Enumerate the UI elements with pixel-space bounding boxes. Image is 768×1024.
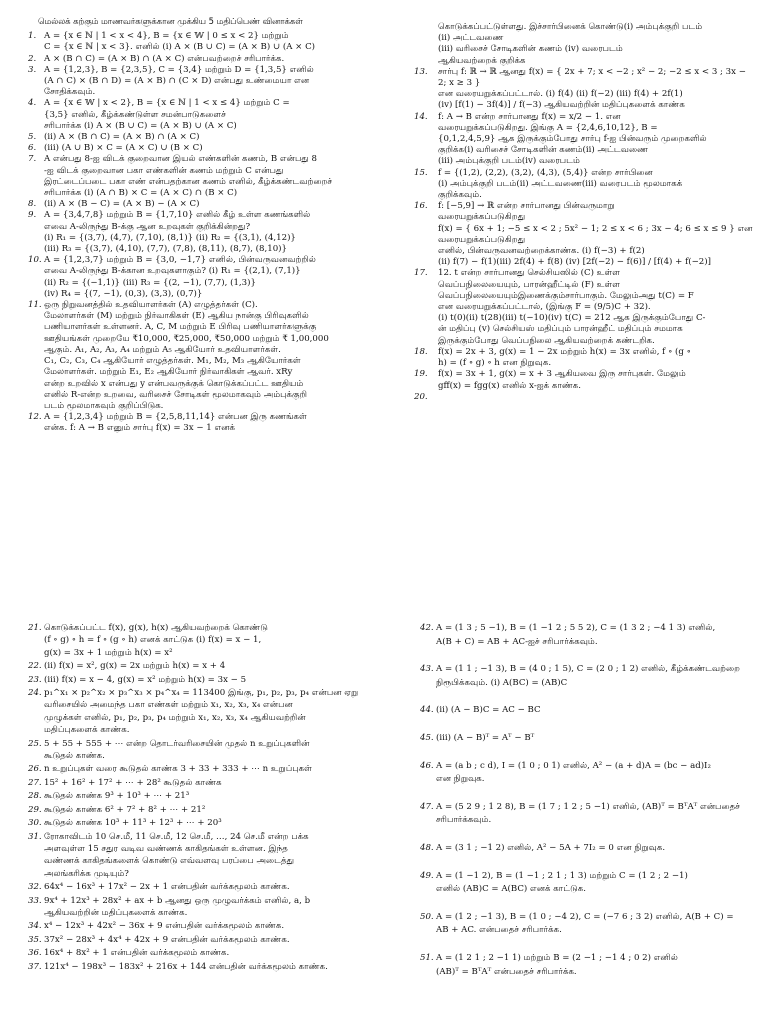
question-text-line: சரிபார்க்கவும். xyxy=(436,815,492,826)
question-text-line: (i) அம்புக்குறி படம்(ii) அட்டவணை(iii) வரைபடம் மூலமாகக் xyxy=(438,178,683,189)
question-item xyxy=(420,663,755,690)
question-text-line: கூடுதல் காண்க. xyxy=(44,751,105,762)
question-text-line: சரிபார்க்க (i) A × (B ∪ C) = (A × B) ∪ (A × C) xyxy=(44,120,237,131)
question-text-line: கூடுதல் காண்க 9³ + 10³ + ⋯ + 21³ xyxy=(44,791,190,802)
question-item xyxy=(420,760,755,787)
question-text-line: A(B + C) = AB + AC-ஐச் சரிபார்க்கவும். xyxy=(436,636,598,647)
question-text-line: அலங்கரிக்க முடியும்? xyxy=(44,868,129,879)
question-text-line: A = (1 1 ; −1 3), B = (4 0 ; 1 5), C = (2 0 ; 1 2) எனில், கீழ்க்கண்டவற்றை xyxy=(436,664,740,675)
question-number: 51. xyxy=(420,952,434,963)
question-text-line: (ii) A × (B ∩ C) = (A × B) ∩ (A × C) xyxy=(44,132,200,143)
question-text-line: A = (1 2 1 ; 2 −1 1) மற்றும் B = (2 −1 ; −1 4 ; 0 2) எனில் xyxy=(436,952,678,963)
question-item xyxy=(28,674,373,686)
question-number: 26. xyxy=(28,764,42,775)
question-item xyxy=(28,132,373,143)
question-number: 49. xyxy=(420,870,434,881)
question-item xyxy=(420,842,755,856)
question-text-line: A என்பது 8-ஐ விடக் குறைவான இயல் எண்களின் கணம், B என்பது 8 xyxy=(44,154,317,165)
question-text-line: ஊதியங்கள் முறையே ₹10,000, ₹25,000, ₹50,000 மற்றும் ₹ 1,00,000 xyxy=(44,333,329,344)
question-text-line: A = (1 −1 2), B = (1 −1 ; 2 1 ; 1 3) மற்றும் C = (1 2 ; 2 −1) xyxy=(436,870,688,881)
question-text-line: n உறுப்புகள் வரை கூடுதல் காண்க 3 + 33 + 333 + ⋯ n உறுப்புகள் xyxy=(44,764,312,775)
question-number: 28. xyxy=(28,791,42,802)
question-text-line: (iv) R₄ = {(7, −1), (0,3), (3,3), (0,7)} xyxy=(44,288,203,299)
question-text-line: p₁^x₁ × p₂^x₂ × p₃^x₃ × p₄^x₄ = 113400 இங்கு, p₁, p₂, p₃, p₄ என்பன ஏறு xyxy=(44,688,359,699)
question-text-line: g(x) = 3x + 1 மற்றும் h(x) = x² xyxy=(44,647,173,658)
question-text-line: 16x⁴ + 8x² + 1 என்பதின் வர்க்கமூலம் காண்க. xyxy=(44,948,230,959)
question-item xyxy=(28,54,373,65)
question-number: 46. xyxy=(420,760,434,771)
question-item xyxy=(28,255,373,300)
question-number: 7. xyxy=(28,154,37,165)
question-number: 33. xyxy=(28,895,42,906)
question-number: 11. xyxy=(28,300,42,311)
question-text-line: x⁴ − 12x³ + 42x² − 36x + 9 என்பதின் வர்க்கமூலம் காண்க. xyxy=(44,921,285,932)
question-text-line: (ii) R₂ = {(−1,1)} (iii) R₃ = {(2, −1), (7,7), (1,3)} xyxy=(44,277,256,288)
question-text-line: கூடுதல் காண்க 6² + 7² + 8² + ⋯ + 21² xyxy=(44,804,206,815)
question-number: 35. xyxy=(28,934,42,945)
question-number: 31. xyxy=(28,831,42,842)
column-bottom-right xyxy=(420,622,755,993)
question-number: 17. xyxy=(414,268,428,279)
question-number: 6. xyxy=(28,143,37,154)
question-text-line: 15² + 16² + 17² + ⋯ + 28² கூடுதல் காண்க xyxy=(44,777,222,788)
question-number: 21. xyxy=(28,623,42,633)
question-number: 50. xyxy=(420,911,434,922)
question-item xyxy=(28,412,373,434)
question-number: 3. xyxy=(28,64,37,75)
question-text-line: சரிபார்க்க (i) (A ∩ B) × C = (A × C) ∩ (B × C) xyxy=(44,188,238,199)
question-text-line: மேலாளர்கள் (M) மற்றும் நிர்வாகிகள் (E) ஆகிய நான்கு பிரிவுகளில் xyxy=(44,311,309,322)
question-text-line: மேலாளர்கள். மற்றும் E₁, E₂ ஆகியோர் நிர்வாகிகள் ஆவர். xRy xyxy=(44,367,293,378)
question-text-line: (i) t(0)(ii) t(28)(iii) t(−10)(iv) t(C) = 212 ஆக இருக்கும்போது C- xyxy=(438,313,706,324)
question-text-line: கூடுதல் காண்க 10³ + 11³ + 12³ + ⋯ + 20³ xyxy=(44,818,222,829)
question-text-line: (iii) அம்புக்குறி படம்(iv) வரைபடம் xyxy=(438,156,580,167)
question-number: 30. xyxy=(28,818,42,829)
question-item xyxy=(28,31,373,53)
question-text-line: f(x) = 2x + 3, g(x) = 1 − 2x மற்றும் h(x) = 3x எனில், f ∘ (g ∘ xyxy=(438,346,691,357)
question-number: 48. xyxy=(420,842,434,853)
question-text-line: A = {3,4,7,8} மற்றும் B = {1,7,10} எனில் கீழ் உள்ள கணங்களில் xyxy=(44,210,311,221)
question-text-line: A = (1 2 ; −1 3), B = (1 0 ; −4 2), C = (−7 6 ; 3 2) எனில், A(B + C) = xyxy=(436,911,734,922)
question-text-line: 5 + 55 + 555 + ⋯ என்ற தொடர்வரிசையின் முதல் n உறுப்புகளின் xyxy=(44,738,310,749)
question-text-line: (iii) R₃ = {(3,7), (4,10), (7,7), (7,8), (8,11), (8,7), (8,10)} xyxy=(44,244,287,255)
question-number: 19. xyxy=(414,369,428,380)
question-text-line: {0,1,2,4,5,9} ஆக இருக்கும்போது சார்பு f-ஐ பின்வரும் முறைகளில் xyxy=(438,134,707,145)
question-number: 47. xyxy=(420,801,434,812)
question-item xyxy=(28,143,373,154)
column-bottom-left xyxy=(28,622,373,974)
question-text-line: இரட்டைப்படை பகா எண் என்பதற்கான கணம் எனில், கீழ்க்கண்டவற்றைச் xyxy=(44,176,333,187)
question-item xyxy=(414,111,755,168)
question-text-line: ஆகியவற்றின் மதிப்புகளைக் காண்க. xyxy=(44,907,188,918)
question-text-line: (ii) f(x) = x², g(x) = 2x மற்றும் h(x) = x + 4 xyxy=(44,661,226,672)
question-text-line: முழுக்கள் எனில், p₁, p₂, p₃, p₄ மற்றும் x₁, x₂, x₃, x₄ ஆகியவற்றின் xyxy=(44,712,306,723)
question-item xyxy=(28,895,373,920)
question-text-line: என நிறுவுக. xyxy=(436,774,485,785)
question-text-line: (ii) f(7) − f(1)(iii) 2f(4) + f(8) (iv) [2f(−2) − f(6)] / [f(4) + f(−2)] xyxy=(438,257,711,268)
question-text-line: C₁, C₂, C₃, C₄ ஆகியோர் எழுத்தர்கள். M₁, M₂, M₃ ஆகியோர்கள் xyxy=(44,356,301,367)
question-text-line: gff(x) = fgg(x) எனில் x-ஐக் காண்க. xyxy=(438,380,582,391)
question-item xyxy=(28,738,373,763)
question-number: 5. xyxy=(28,132,37,143)
question-number: 9. xyxy=(28,210,37,221)
question-text-line: எனில் (AB)C = A(BC) எனக் காட்டுக. xyxy=(436,884,587,895)
question-number: 2. xyxy=(28,53,37,64)
question-item xyxy=(28,687,373,737)
question-number: 23. xyxy=(28,674,42,685)
question-number: 12. xyxy=(28,412,42,423)
question-number: 34. xyxy=(28,921,42,932)
question-12-continuation xyxy=(420,22,755,67)
question-text-line: f = {(1,2), (2,2), (3,2), (4,3), (5,4)} என்ற சார்பினை xyxy=(438,167,653,178)
question-text-line: A = {x ∈ ℕ | 1 < x < 4}, B = {x ∈ 𝕎 | 0 ≤ x < 2} மற்றும் xyxy=(44,31,289,42)
question-number: 22. xyxy=(28,661,42,672)
question-number: 45. xyxy=(420,732,434,743)
question-text-line: நிரூபிக்கவும். (i) A(BC) = (AB)C xyxy=(436,677,568,688)
question-item xyxy=(420,704,755,718)
question-item xyxy=(28,65,373,99)
question-item xyxy=(28,947,373,959)
question-item xyxy=(414,201,755,268)
question-text-line: 64x⁴ − 16x³ + 17x² − 2x + 1 என்பதின் வர்க்கமூலம் காண்க. xyxy=(44,882,290,893)
question-text-line: மதிப்புகளைக் காண்க. xyxy=(44,725,130,736)
question-number: 4. xyxy=(28,98,37,109)
question-item xyxy=(28,831,373,881)
question-number: 14. xyxy=(414,111,428,122)
question-text-line: 12. t என்ற சார்பானது செல்சியஸில் (C) உள்ள xyxy=(438,268,620,279)
question-text-line: வரையறுக்கப்படுகிறது. இங்கு A = {2,4,6,10,12}, B = xyxy=(438,122,658,133)
question-number: 25. xyxy=(28,738,42,749)
question-text-line: f(x) = 3x + 1, g(x) = x + 3 ஆகியவை இரு சார்புகள். மேலும் xyxy=(438,369,686,380)
question-text-line: {3,5} எனில், கீழ்க்கண்டுள்ள சமன்பாடுகளைச் xyxy=(44,109,226,120)
question-item xyxy=(414,391,755,403)
question-text-line: f: A → B என்ற சார்பானது f(x) = x/2 − 1. என xyxy=(438,111,621,122)
question-text-line: C = {x ∈ ℕ | x < 3}. எனில் (i) A × (B ∪ C) = (A × B) ∪ (A × C) xyxy=(44,42,316,53)
question-text-line: (ii) (A − B)C = AC − BC xyxy=(436,705,541,716)
question-item xyxy=(28,98,373,132)
question-number: 18. xyxy=(414,346,428,357)
question-text-line: -ஐ விடக் குறைவான பகா எண்களின் கணம் மற்றும் C என்பது xyxy=(44,165,284,176)
question-text-line: A × (B ∩ C) = (A × B) ∩ (A × C) என்பவற்றைச் சரிபார்க்க. xyxy=(44,53,285,64)
question-text-line: (iii) f(x) = x − 4, g(x) = x² மற்றும் h(x) = 3x − 5 xyxy=(44,674,247,685)
question-text-line: (A ∩ C) × (B ∩ D) = (A × B) ∩ (C × D) என்பது உண்மையா என xyxy=(44,76,310,87)
question-text-line: A = {1,2,3}, B = {2,3,5}, C = {3,4} மற்றும் D = {1,3,5} எனில் xyxy=(44,64,314,75)
question-text-line: A = (a b ; c d), I = (1 0 ; 0 1) எனில், A² − (a + d)A = (bc − ad)I₂ xyxy=(436,760,711,771)
question-text-line: வெப்பநிலையையும்இணைக்கும்சார்பாகும். மேலும்அது t(C) = F xyxy=(438,290,694,301)
worksheet-title: மெல்லக் கற்கும் மாணவர்களுக்கான முக்கிய 5 மதிப்பெண் வினாக்கள் xyxy=(38,16,303,26)
question-text-line xyxy=(438,392,755,403)
question-text-line: A = {x ∈ 𝕎 | x < 2}, B = {x ∈ ℕ | 1 < x ≤ 4} மற்றும் C = xyxy=(44,98,290,109)
question-text-line: பணியாளர்கள் உள்ளனர். A, C, M மற்றும் E பிரிவு பணியாளர்களுக்கு xyxy=(44,322,317,333)
column-top-left xyxy=(28,16,373,435)
question-item xyxy=(28,622,373,659)
question-number: 43. xyxy=(420,664,434,675)
question-item xyxy=(28,199,373,210)
question-text-line: A = {1,2,3,4} மற்றும் B = {2,5,8,11,14} என்பன இரு கணங்கள் xyxy=(44,412,307,423)
question-item xyxy=(28,154,373,199)
question-text-line: (iv) [f(1) − 3f(4)] / f(−3) ஆகியவற்றின் மதிப்புகளைக் காண்க xyxy=(438,100,685,111)
question-text-line: ஆகும். A₁, A₂, A₃, A₄ மற்றும் A₅ ஆகியோர் உதவியாளர்கள். xyxy=(44,344,281,355)
question-item xyxy=(420,952,755,979)
question-text-line: (iii) வரிசைச் சோடிகளின் கணம் (iv) வரைபடம் xyxy=(438,44,623,55)
question-text-line: எவை A-லிருந்து B-க்கான உறவுகளாகும்? (i) R₁ = {(2,1), (7,1)} xyxy=(44,266,301,277)
question-number: 10. xyxy=(28,255,42,266)
question-text-line: ரோகாவிடம் 10 செ.மீ, 11 செ.மீ, 12 செ.மீ, …, 24 செ.மீ என்ற பக்க xyxy=(44,831,309,842)
question-item xyxy=(28,790,373,802)
question-text-line: என வரையறுக்கப்பட்டால், (இங்கு F = (9/5)C + 32). xyxy=(438,302,651,313)
question-text-line: f(x) = { 6x + 1; −5 ≤ x < 2 ; 5x² − 1; 2 ≤ x < 6 ; 3x − 4; 6 ≤ x ≤ 9 } என வரையறுக்கப்படுகிறது xyxy=(438,223,753,245)
question-item xyxy=(28,210,373,255)
question-item xyxy=(420,870,755,897)
question-text-line: வரையறுக்கப்படுகிறது xyxy=(438,212,526,223)
question-text-line: (AB)ᵀ = BᵀAᵀ என்பதைச் சரிபார்க்க. xyxy=(436,966,577,977)
question-item xyxy=(28,804,373,816)
question-number: 27. xyxy=(28,777,42,788)
question-text-line: சோதிக்கவும். xyxy=(44,87,96,98)
question-text-line: வெப்பநிலையையும், பாரன்ஹீட்டில் (F) உள்ள xyxy=(438,279,620,290)
question-text-line: கொடுக்கப்பட்டுள்ளது. இச்சார்பினைக் கொண்டு(i) அம்புக்குறி படம் xyxy=(438,22,703,32)
question-text-line: 9x⁴ + 12x³ + 28x² + ax + b ஆனது ஒரு முழுவர்க்கம் எனில், a, b xyxy=(44,895,311,906)
question-text-line: ஆகியவற்றைக் குறிக்க xyxy=(438,55,526,66)
question-text-line: ஒரு நிறுவனத்தில் உதவியாளர்கள் (A) எழுத்தர்கள் (C). xyxy=(44,300,258,311)
question-number: 15. xyxy=(414,167,428,178)
question-text-line: (ii) அட்டவணை xyxy=(438,33,504,44)
question-text-line: (iii) (A − B)ᵀ = Aᵀ − Bᵀ xyxy=(436,732,535,743)
question-item xyxy=(420,801,755,828)
question-number: 24. xyxy=(28,688,42,699)
question-number: 42. xyxy=(420,623,434,633)
question-item xyxy=(28,920,373,932)
question-number: 32. xyxy=(28,882,42,893)
question-text-line: குறிக்க(i) வரிசைச் சோடிகளின் கணம்(ii) அட்டவணை xyxy=(438,145,649,156)
question-text-line: (ii) A × (B − C) = (A × B) − (A × C) xyxy=(44,199,200,210)
question-text-line: எனில் R-என்ற உறவை, வரிசைச் சோடிகள் மூலமாகவும் அம்புக்குறி xyxy=(44,389,308,400)
question-text-line: A = (5 2 9 ; 1 2 8), B = (1 7 ; 1 2 ; 5 −1) எனில், (AB)ᵀ = BᵀAᵀ என்பதைச் xyxy=(436,801,740,812)
question-text-line: A = (3 1 ; −1 2) எனில், A² − 5A + 7I₂ = 0 என நிறுவுக. xyxy=(436,842,666,853)
question-item xyxy=(28,961,373,973)
question-item xyxy=(28,881,373,893)
question-number: 16. xyxy=(414,201,428,212)
question-text-line: f: [−5,9] → ℝ என்ற சார்பானது பின்வருமாறு xyxy=(438,201,615,212)
question-item xyxy=(414,369,755,391)
question-text-line: சார்பு f: ℝ → ℝ ஆனது f(x) = { 2x + 7; x < −2 ; x² − 2; −2 ≤ x < 3 ; 3x − 2; x ≥ 3 } xyxy=(438,66,746,89)
question-item xyxy=(414,66,755,112)
question-item xyxy=(28,817,373,829)
question-text-line: (i) R₁ = {(3,7), (4,7), (7,10), (8,1)} (ii) R₂ = {(3,1), (4,12)} xyxy=(44,232,296,243)
question-number: 20. xyxy=(414,391,428,402)
question-item xyxy=(420,911,755,938)
question-text-line: எவை A-லிருந்து B-க்கு ஆன உறவுகள் குறிக்கின்றது? xyxy=(44,221,251,232)
question-item xyxy=(414,167,755,202)
question-item xyxy=(414,268,755,346)
question-text-line: A = (1 3 ; 5 −1), B = (1 −1 2 ; 5 5 2), C = (1 3 2 ; −4 1 3) எனில், xyxy=(436,623,716,633)
question-text-line: 121x⁴ − 198x³ − 183x² + 216x + 144 என்பதின் வர்க்கமூலம் காண்க. xyxy=(44,961,328,972)
question-item xyxy=(28,934,373,946)
question-text-line: இருக்கும்போது வெப்பநிலை ஆகியவற்றைக் கண்டறிக. xyxy=(438,335,655,346)
question-text-line: AB + AC. என்பதைச் சரிபார்க்க. xyxy=(436,925,562,936)
question-text-line: 37x² − 28x³ + 4x⁴ + 42x + 9 என்பதின் வர்க்கமூலம் காண்க. xyxy=(44,934,290,945)
question-text-line: அளவுள்ள 15 சதுர வடிவ வண்ணக் காகிதங்கள் உள்ளன. இந்த xyxy=(44,843,288,854)
question-text-line: ன் மதிப்பு (v) செல்சியஸ் மதிப்பும் பாரன்ஹீட் மதிப்பும் சமமாக xyxy=(438,324,683,335)
question-text-line: (iii) (A ∪ B) × C = (A × C) ∪ (B × C) xyxy=(44,143,203,154)
question-text-line: படம் மூலமாகவும் குறிப்பிடுக. xyxy=(44,400,164,411)
question-number: 44. xyxy=(420,705,434,716)
question-number: 29. xyxy=(28,804,42,815)
column-top-right xyxy=(414,22,755,403)
question-text-line: குறிக்கவும். xyxy=(438,190,482,201)
question-text-line: கொடுக்கப்பட்ட f(x), g(x), h(x) ஆகியவற்றைக் கொண்டு xyxy=(44,623,268,633)
question-text-line: (f ∘ g) ∘ h = f ∘ (g ∘ h) எனக் காட்டுக (i) f(x) = x − 1, xyxy=(44,635,262,646)
question-text-line: என வரையறுக்கப்பட்டால். (i) f(4) (ii) f(−2) (iii) f(4) + 2f(1) xyxy=(438,89,683,100)
question-text-line: வரிசையில் அமைந்த பகா எண்கள் மற்றும் x₁, x₂, x₃, x₄ என்பன xyxy=(44,700,293,711)
question-text-line: A = {1,2,3,7} மற்றும் B = {3,0, −1,7} எனில், பின்வருவனவற்றில் xyxy=(44,255,316,266)
question-item xyxy=(28,777,373,789)
question-item xyxy=(420,732,755,746)
question-text-line: என்ற உறவில் x என்பது y என்பவருக்குக் கொடுக்கப்பட்ட ஊதியம் xyxy=(44,378,304,389)
question-item xyxy=(420,622,755,649)
question-item xyxy=(28,660,373,672)
question-text-line: வண்ணக் காகிதங்களைக் கொண்டு எவ்வளவு பரப்பை அடைத்து xyxy=(44,856,295,867)
question-number: 1. xyxy=(28,31,37,42)
question-item xyxy=(414,346,755,369)
question-text-line: என்க. f: A → B எனும் சார்பு f(x) = 3x − 1 எனக் xyxy=(44,423,236,434)
question-number: 37. xyxy=(28,961,42,972)
question-item xyxy=(28,300,373,412)
question-number: 13. xyxy=(414,66,428,77)
question-item xyxy=(28,763,373,775)
question-text-line: h) = (f ∘ g) ∘ h என நிறுவுக. xyxy=(438,358,552,369)
question-number: 36. xyxy=(28,948,42,959)
question-text-line: எனில், பின்வருவனவற்றைக்காண்க. (i) f(−3) + f(2) xyxy=(438,246,645,257)
question-number: 8. xyxy=(28,199,37,210)
